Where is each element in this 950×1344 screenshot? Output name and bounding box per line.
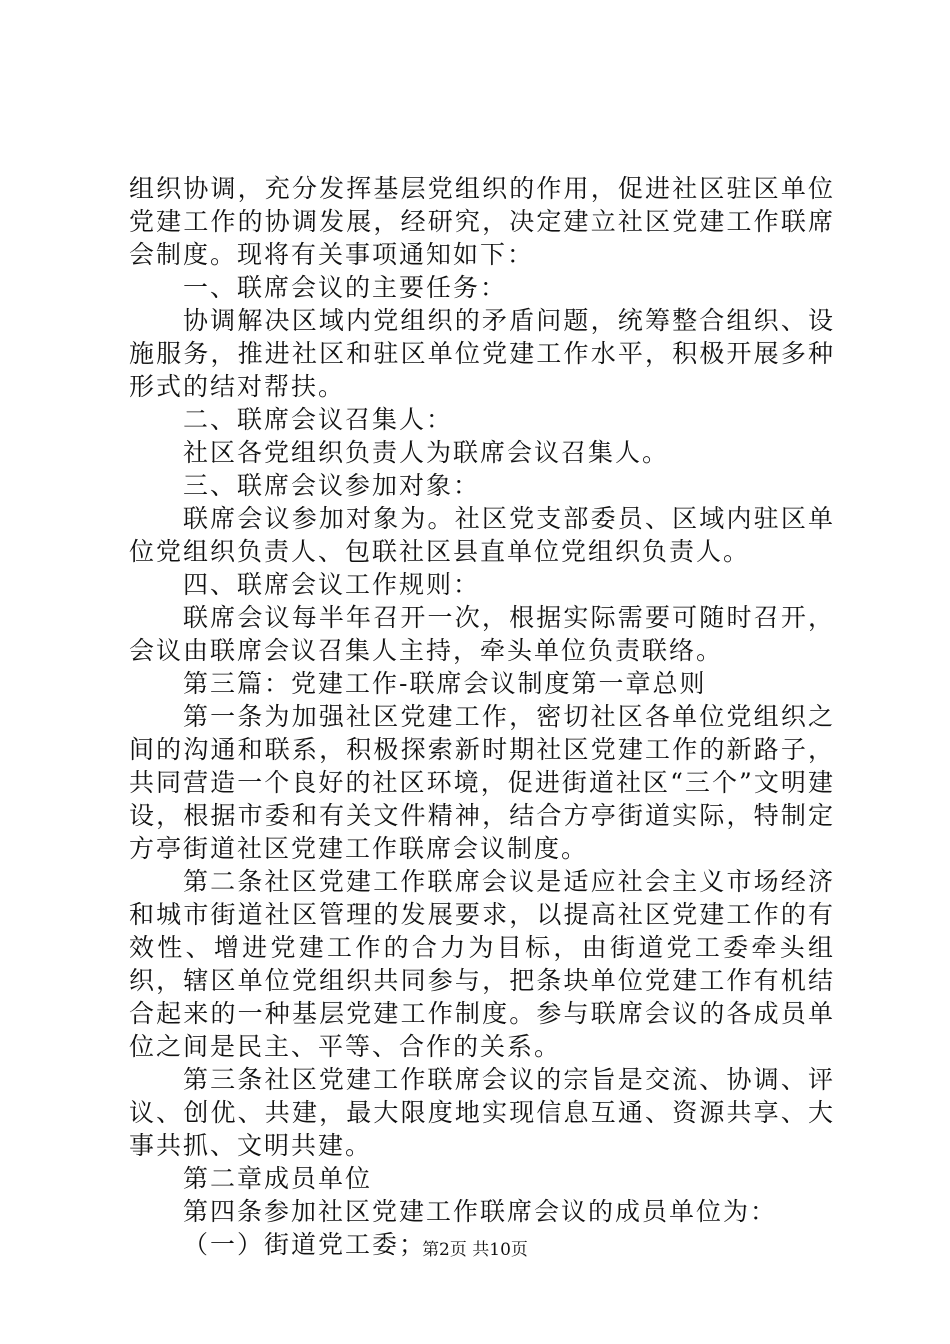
paragraph: 联席会议参加对象为。社区党支部委员、区域内驻区单位党组织负责人、包联社区县直单位党组织负责人。: [129, 504, 835, 566]
paragraph: 协调解决区域内党组织的矛盾问题，统筹整合组织、设施服务，推进社区和驻区单位党建工作水平，积极开展多种形式的结对帮扶。: [129, 306, 835, 401]
paragraph: 组织协调，充分发挥基层党组织的作用，促进社区驻区单位党建工作的协调发展，经研究，决定建立社区党建工作联席会制度。现将有关事项通知如下：: [129, 174, 835, 269]
paragraph: 联席会议每半年召开一次，根据实际需要可随时召开，会议由联席会议召集人主持，牵头单位负责联络。: [129, 603, 835, 665]
paragraph: 第二条社区党建工作联席会议是适应社会主义市场经济和城市街道社区管理的发展要求，以提高社区党建工作的有效性、增进党建工作的合力为目标，由街道党工委牵头组织，辖区单位党组织共同参与，把条块单位党建工作有机结合起来的一种基层党建工作制度。参与联席会议的各成员单位之间是民主、平等、合作的关系。: [129, 867, 835, 1061]
paragraph: 一、联席会议的主要任务：: [183, 273, 508, 302]
paragraph: 第一条为加强社区党建工作，密切社区各单位党组织之间的沟通和联系，积极探索新时期社区党建工作的新路子，共同营造一个良好的社区环境，促进街道社区“三个”文明建设，根据市委和有关文件精神，结合方亭街道实际，特制定方亭街道社区党建工作联席会议制度。: [129, 702, 835, 863]
paragraph: （一）街道党工委；: [183, 1230, 427, 1259]
paragraph: 第二章成员单位: [183, 1164, 373, 1193]
paragraph: 四、联席会议工作规则：: [183, 570, 481, 599]
paragraph: 第三条社区党建工作联席会议的宗旨是交流、协调、评议、创优、共建，最大限度地实现信息互通、资源共享、大事共抓、文明共建。: [129, 1065, 835, 1160]
paragraph: 第三篇：党建工作-联席会议制度第一章总则: [183, 669, 707, 698]
paragraph: 社区各党组织负责人为联席会议召集人。: [183, 438, 670, 467]
paragraph: 二、联席会议召集人：: [183, 405, 454, 434]
paragraph: 第四条参加社区党建工作联席会议的成员单位为：: [183, 1197, 778, 1226]
page-footer: 第2页 共10页: [422, 1240, 528, 1260]
document-body: [129, 172, 835, 1261]
paragraph: 三、联席会议参加对象：: [183, 471, 481, 500]
